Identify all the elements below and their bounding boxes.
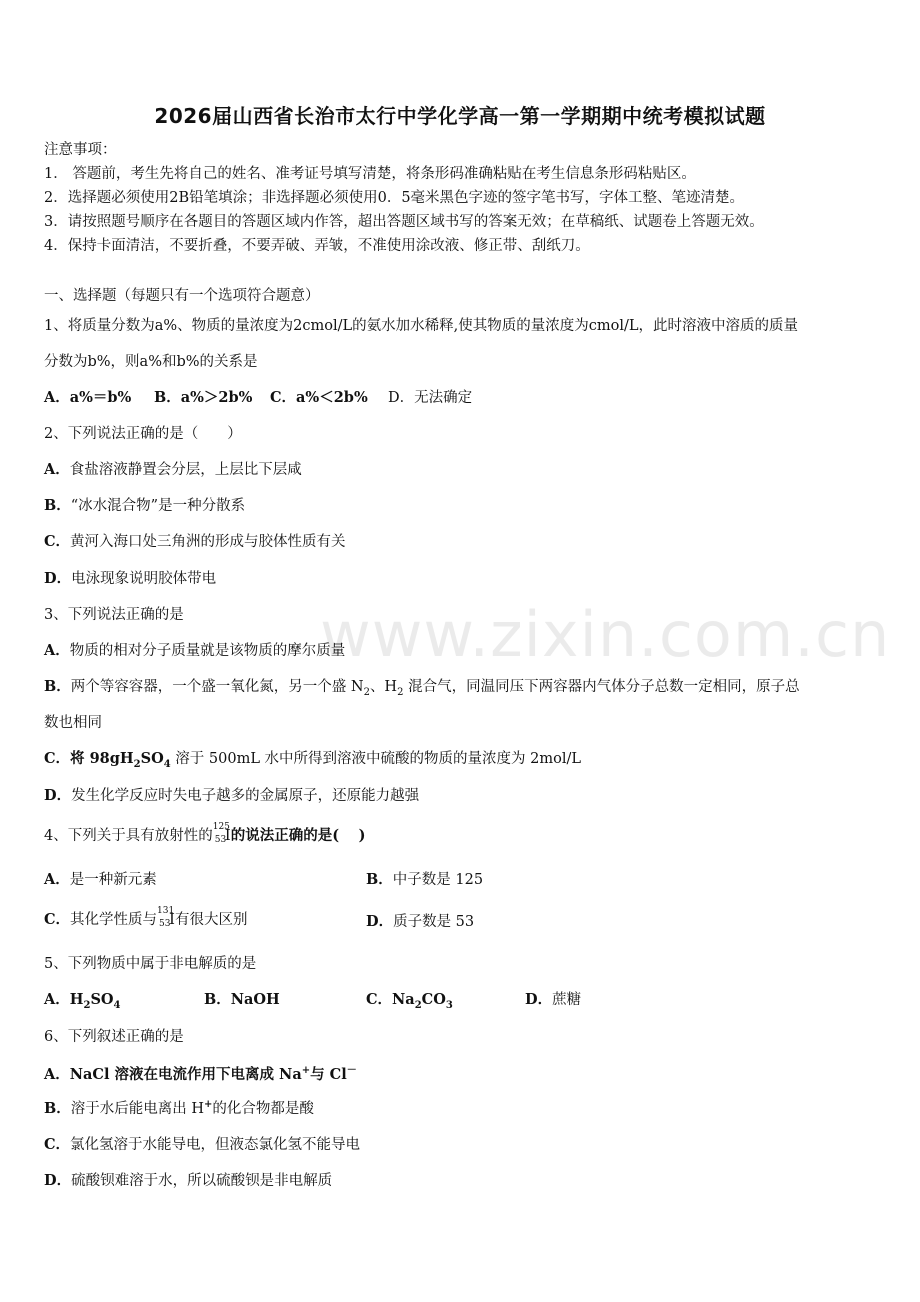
q5-option-d: D．蔗糖 bbox=[525, 991, 582, 1008]
q3-option-a: A．物质的相对分子质量就是该物质的摩尔质量 bbox=[44, 642, 346, 659]
question-1-stem: 1、将质量分数为a%、物质的量浓度为2cmol/L的氨水加水稀释,使其物质的量浓度为cmol/L，此时溶液中溶质的质量 bbox=[44, 318, 798, 334]
q1-option-a: A．a%＝b% bbox=[44, 389, 132, 406]
question-6-stem: 6、下列叙述正确的是 bbox=[44, 1029, 184, 1045]
q1-option-b: B．a%＞2b% bbox=[154, 389, 253, 406]
q3-option-c: C．将 $98gH_2SO_4$ 溶于 500mL 水中所得到溶液中硫酸的物质的量浓度为 2mol/L bbox=[44, 750, 582, 770]
q5-option-c: C．$Na_2CO_3$ bbox=[366, 991, 453, 1011]
q5-option-b: B．NaOH bbox=[204, 991, 280, 1008]
q4-option-d: D．质子数是 53 bbox=[366, 913, 475, 930]
question-1-stem-cont: 分数为b%，则a%和b%的关系是 bbox=[44, 354, 258, 370]
q6-option-a: A．NaCl 溶液在电流作用下电离成 Na+与 Cl－ bbox=[44, 1065, 357, 1083]
isotope-symbol: 125 53 I bbox=[212, 822, 231, 845]
notice-item: 1． 答题前，考生先将自己的姓名、准考证号填写清楚，将条形码准确粘贴在考生信息条形码粘贴区。 bbox=[44, 166, 696, 182]
q6-option-c: C．氯化氢溶于水能导电，但液态氯化氢不能导电 bbox=[44, 1136, 361, 1153]
question-2-stem: 2、下列说法正确的是（ ） bbox=[44, 426, 242, 442]
notice-heading: 注意事项： bbox=[44, 142, 117, 158]
q4-option-c: C．其化学性质与 131 53 I 有很大区别 bbox=[44, 906, 248, 929]
q2-option-d: D．电泳现象说明胶体带电 bbox=[44, 570, 217, 587]
notice-item: 3．请按照题号顺序在各题目的答题区域内作答，超出答题区域书写的答案无效；在草稿纸、试题卷上答题无效。 bbox=[44, 214, 764, 230]
q2-option-b: B．“冰水混合物”是一种分散系 bbox=[44, 497, 246, 514]
q6-option-d: D．硫酸钡难溶于水，所以硫酸钡是非电解质 bbox=[44, 1172, 333, 1189]
q1-option-c: C．a%＜2b% bbox=[270, 389, 368, 406]
section-heading: 一、选择题（每题只有一个选项符合题意） bbox=[44, 288, 320, 304]
page-title: 2026届山西省长治市太行中学化学高一第一学期期中统考模拟试题 bbox=[154, 104, 766, 128]
q6-option-b: B．溶于水后能电离出 H+的化合物都是酸 bbox=[44, 1099, 314, 1117]
watermark: www.zixin.com.cn bbox=[320, 598, 891, 671]
question-5-stem: 5、下列物质中属于非电解质的是 bbox=[44, 956, 257, 972]
q3-option-b: B．两个等容容器，一个盛一氧化氮，另一个盛 $N_2$、$H_2$ 混合气，同温同压下两容器内气体分子总数一定相同，原子总 bbox=[44, 678, 800, 698]
q4-option-a: A．是一种新元素 bbox=[44, 871, 157, 888]
q4-option-b: B．中子数是 125 bbox=[366, 871, 484, 888]
notice-item: 4．保持卡面清洁，不要折叠，不要弄破、弄皱，不准使用涂改液、修正带、刮纸刀。 bbox=[44, 238, 590, 254]
isotope-symbol: 131 53 I bbox=[157, 906, 175, 929]
question-4-stem: 4、下列关于具有放射性的 125 53 I 的说法正确的是( ) bbox=[44, 822, 366, 845]
question-3-stem: 3、下列说法正确的是 bbox=[44, 607, 184, 623]
q2-option-c: C．黄河入海口处三角洲的形成与胶体性质有关 bbox=[44, 533, 346, 550]
notice-item: 2．选择题必须使用2B铅笔填涂；非选择题必须使用0．5毫米黑色字迹的签字笔书写，字体工整、笔迹清楚。 bbox=[44, 190, 745, 206]
q3-option-b-cont: 数也相同 bbox=[44, 715, 102, 731]
q2-option-a: A．食盐溶液静置会分层，上层比下层咸 bbox=[44, 461, 302, 478]
q5-option-a: A．$H_2SO_4$ bbox=[44, 991, 121, 1011]
q3-option-d: D．发生化学反应时失电子越多的金属原子，还原能力越强 bbox=[44, 787, 420, 804]
q1-option-d: D．无法确定 bbox=[388, 390, 473, 406]
